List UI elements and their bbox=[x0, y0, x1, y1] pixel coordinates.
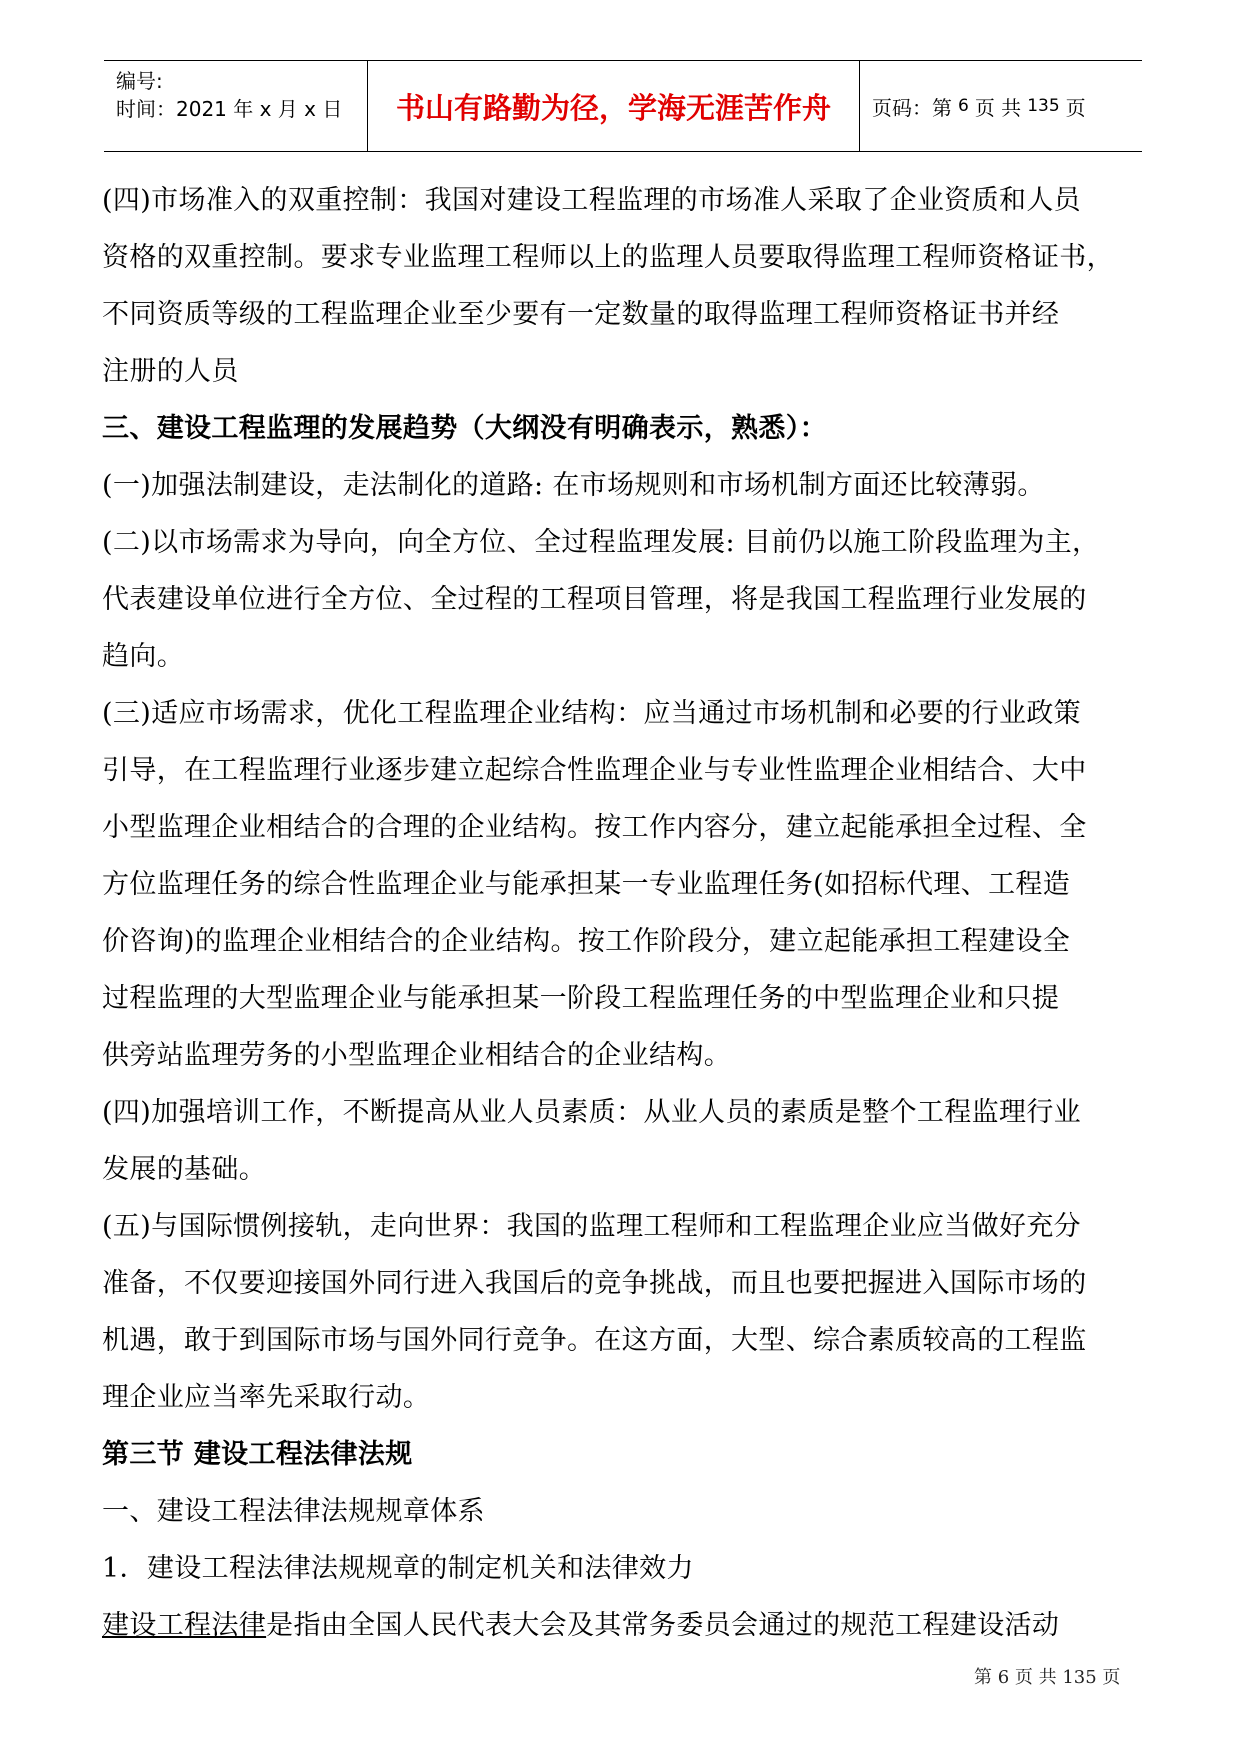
paragraph-line: 过程监理的大型监理企业与能承担某一阶段工程监理任务的中型监理企业和只提 bbox=[102, 983, 1060, 1014]
page-mid: 页 共 bbox=[974, 95, 1022, 120]
paragraph-line: 代表建设单位进行全方位、全过程的工程项目管理，将是我国工程监理行业发展的 bbox=[102, 584, 1087, 615]
page-number: 6 bbox=[958, 96, 969, 116]
paragraph-line: 价咨询)的监理企业相结合的企业结构。按工作阶段分，建立起能承担工程建设全 bbox=[102, 926, 1071, 957]
underlined-term: 建设工程法律 bbox=[102, 1610, 267, 1641]
paragraph-line bbox=[102, 1597, 1144, 1654]
page-footer: 第 6 页 共 135 页 bbox=[974, 1667, 1121, 1688]
page-header bbox=[104, 60, 1142, 152]
paragraph-line: 趋向。 bbox=[102, 641, 185, 672]
header-page-info bbox=[860, 61, 1142, 151]
paragraph-line: 方位监理任务的综合性监理企业与能承担某一专业监理任务(如招标代理、工程造 bbox=[102, 869, 1071, 900]
page-total: 135 bbox=[1027, 96, 1060, 116]
document-time: 时间：2021 年 x 月 x 日 bbox=[116, 97, 343, 121]
paragraph-line: (三)适应市场需求，优化工程监理企业结构：应当通过市场机制和必要的行业政策 bbox=[102, 698, 1082, 729]
paragraph-line: 小型监理企业相结合的合理的企业结构。按工作内容分，建立起能承担全过程、全 bbox=[102, 812, 1087, 843]
document-body bbox=[102, 172, 1144, 1654]
paragraph-line: 不同资质等级的工程监理企业至少要有一定数量的取得监理工程师资格证书并经 bbox=[102, 299, 1060, 330]
paragraph-line: (一)加强法制建设，走法制化的道路: 在市场规则和市场机制方面还比较薄弱。 bbox=[102, 470, 1045, 501]
section-heading: 三、建设工程监理的发展趋势（大纲没有明确表示，熟悉）： bbox=[102, 413, 827, 444]
paragraph-line: 理企业应当率先采取行动。 bbox=[102, 1382, 431, 1413]
paragraph-line: (二)以市场需求为导向，向全方位、全过程监理发展: 目前仍以施工阶段监理为主， bbox=[102, 527, 1100, 558]
document-number-label: 编号: bbox=[116, 69, 163, 93]
paragraph-line: (四)加强培训工作，不断提高从业人员素质：从业人员的素质是整个工程监理行业 bbox=[102, 1097, 1082, 1128]
paragraph-line: (四)市场准入的双重控制：我国对建设工程监理的市场准人采取了企业资质和人员 bbox=[102, 185, 1082, 216]
paragraph-text: 是指由全国人民代表大会及其常务委员会通过的规范工程建设活动 bbox=[266, 1610, 1060, 1641]
page-suffix: 页 bbox=[1065, 95, 1086, 120]
header-motto: 书山有路勤为径，学海无涯苦作舟 bbox=[368, 61, 860, 151]
subsection-heading: 一、建设工程法律法规规章体系 bbox=[102, 1496, 485, 1527]
paragraph-line: 发展的基础。 bbox=[102, 1154, 267, 1185]
paragraph-line: 准备，不仅要迎接国外同行进入我国后的竞争挑战，而且也要把握进入国际市场的 bbox=[102, 1268, 1087, 1299]
page-prefix: 页码：第 bbox=[872, 95, 952, 120]
paragraph-line: 机遇，敢于到国际市场与国外同行竞争。在这方面，大型、综合素质较高的工程监 bbox=[102, 1325, 1087, 1356]
paragraph-line: 引导，在工程监理行业逐步建立起综合性监理企业与专业性监理企业相结合、大中 bbox=[102, 755, 1087, 786]
paragraph-line: 注册的人员 bbox=[102, 356, 239, 387]
header-meta bbox=[104, 61, 368, 151]
paragraph-line: 资格的双重控制。要求专业监理工程师以上的监理人员要取得监理工程师资格证书， bbox=[102, 242, 1114, 273]
section-heading: 第三节 建设工程法律法规 bbox=[102, 1439, 413, 1470]
subsection-heading: 1．建设工程法律法规规章的制定机关和法律效力 bbox=[102, 1553, 694, 1584]
paragraph-line: 供旁站监理劳务的小型监理企业相结合的企业结构。 bbox=[102, 1040, 732, 1071]
paragraph-line: (五)与国际惯例接轨，走向世界：我国的监理工程师和工程监理企业应当做好充分 bbox=[102, 1211, 1082, 1242]
